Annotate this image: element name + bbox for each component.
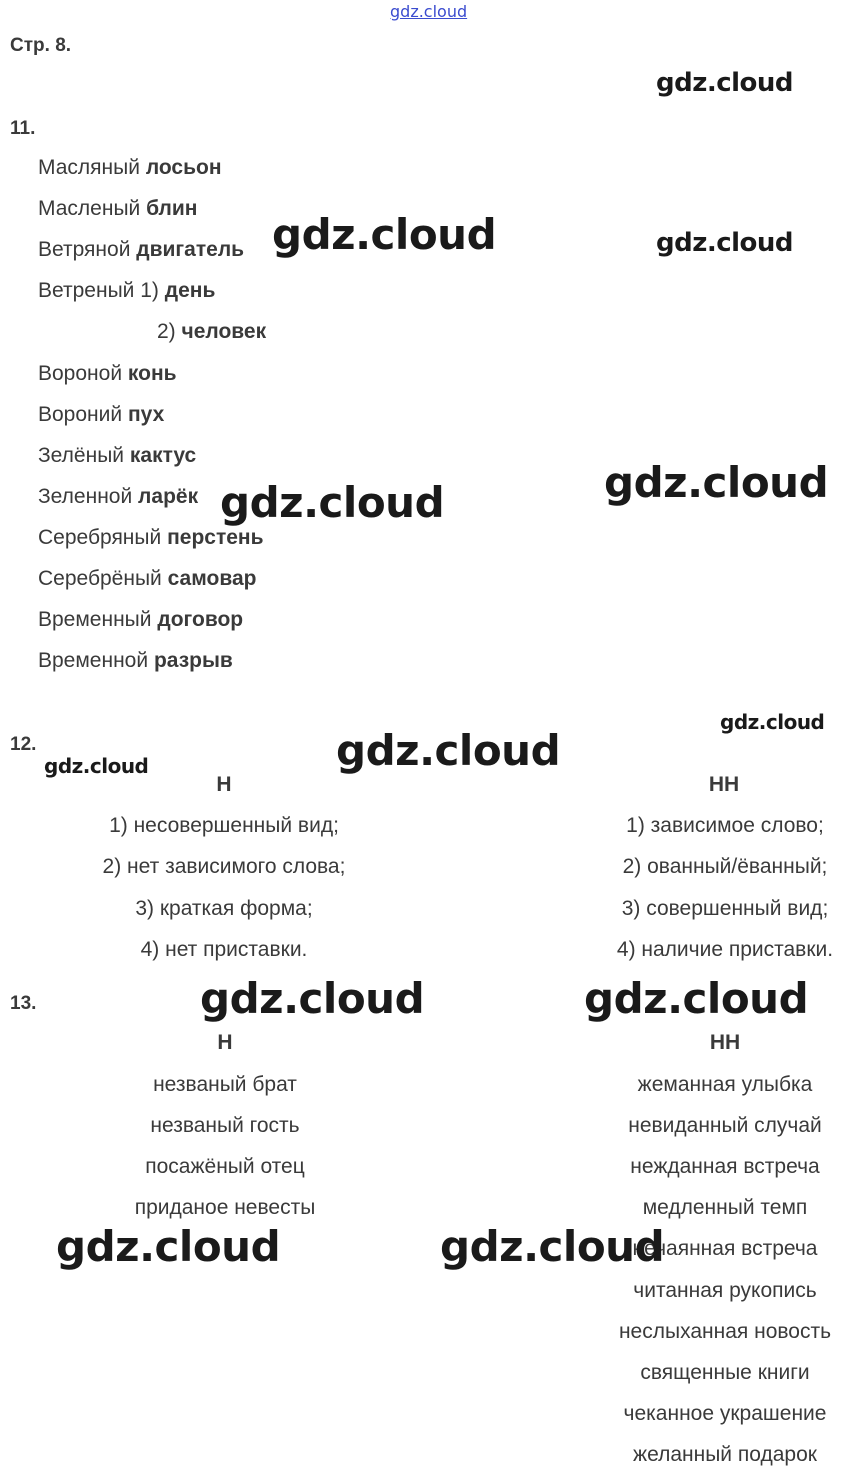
ex13-nn-item: нежданная встреча xyxy=(630,1155,820,1179)
ex11-adjective: Серебряный xyxy=(38,525,162,549)
page-label: Стр. 8. xyxy=(10,35,72,56)
watermark: gdz.cloud xyxy=(44,754,149,778)
ex11-noun: день xyxy=(164,279,216,303)
ex11-row xyxy=(38,156,222,180)
ex11-row xyxy=(38,649,233,673)
ex13-header-n: Н xyxy=(217,1031,233,1054)
ex11-noun: пух xyxy=(127,402,165,426)
watermark: gdz.cloud xyxy=(720,710,825,734)
watermark: gdz.cloud xyxy=(440,1222,665,1271)
ex13-nn-item: жеманная улыбка xyxy=(637,1073,813,1096)
watermark: gdz.cloud xyxy=(220,478,445,527)
ex13-nn-item: желанный подарок xyxy=(633,1442,817,1466)
ex11-row xyxy=(38,485,198,509)
ex12-n-item: 3) краткая форма; xyxy=(135,896,313,920)
ex11-noun: перстень xyxy=(167,525,264,549)
ex11-noun: лосьон xyxy=(145,156,222,179)
watermark: gdz.cloud xyxy=(656,228,794,258)
ex12-n-item: 4) нет приставки. xyxy=(140,937,308,961)
ex11-adjective: Зелёный xyxy=(38,443,125,467)
ex12-nn-item: 1) зависимое слово; xyxy=(626,814,824,837)
ex11-noun: человек xyxy=(181,320,267,344)
ex11-row xyxy=(38,238,244,262)
ex11-noun: разрыв xyxy=(153,649,233,673)
ex11-adjective: Вороной xyxy=(38,361,123,385)
ex11-noun: договор xyxy=(157,608,244,632)
ex12-n-item: 1) несовершенный вид; xyxy=(109,814,339,837)
exercise-12-number: 12. xyxy=(10,734,37,755)
ex11-adjective: 2) xyxy=(157,320,176,344)
watermark: gdz.cloud xyxy=(336,726,561,775)
ex11-noun: самовар xyxy=(167,567,257,590)
ex12-n-item: 2) нет зависимого слова; xyxy=(102,855,346,879)
ex13-nn-item: неслыханная новость xyxy=(618,1319,832,1343)
ex13-header-nn: НН xyxy=(709,1031,741,1054)
ex13-n-item: незваный брат xyxy=(153,1073,297,1096)
ex11-row xyxy=(38,444,196,468)
ex11-row xyxy=(38,197,198,221)
ex12-nn-item: 2) ованный/ёванный; xyxy=(622,855,828,879)
watermark-top[interactable]: gdz.cloud xyxy=(390,2,468,21)
watermark: gdz.cloud xyxy=(200,974,425,1023)
ex13-nn-item: священные книги xyxy=(640,1360,810,1384)
watermark: gdz.cloud xyxy=(584,974,809,1023)
ex11-adjective: Зеленной xyxy=(38,484,133,508)
watermark: gdz.cloud xyxy=(604,458,829,507)
ex11-row xyxy=(38,403,164,427)
ex12-nn-item: 4) наличие приставки. xyxy=(616,937,834,961)
ex11-noun: двигатель xyxy=(136,238,245,262)
ex13-nn-item: читанная рукопись xyxy=(633,1278,817,1302)
ex13-n-item: незваный гость xyxy=(150,1114,300,1138)
watermark: gdz.cloud xyxy=(272,210,497,259)
exercise-13-number: 13. xyxy=(10,993,37,1014)
ex13-n-item: приданое невесты xyxy=(134,1196,316,1220)
ex11-adjective: Временной xyxy=(38,649,149,673)
ex13-nn-item: чеканное украшение xyxy=(623,1401,827,1425)
ex11-adjective: Ветреный 1) xyxy=(38,279,159,303)
ex11-adjective: Масляный xyxy=(38,156,140,179)
ex11-row xyxy=(38,362,177,386)
ex11-adjective: Временный xyxy=(38,608,152,632)
ex11-noun: конь xyxy=(127,361,177,385)
ex13-nn-item: медленный темп xyxy=(642,1196,808,1220)
ex11-noun: кактус xyxy=(129,443,197,467)
ex11-row xyxy=(38,567,256,591)
exercise-11-number: 11. xyxy=(10,118,36,139)
ex11-noun: блин xyxy=(146,197,198,221)
ex13-n-item: посажёный отец xyxy=(145,1155,305,1179)
ex11-adjective: Ветряной xyxy=(38,238,131,262)
watermark: gdz.cloud xyxy=(656,68,794,98)
ex11-row xyxy=(157,320,266,344)
ex11-adjective: Масленый xyxy=(38,197,141,221)
ex13-nn-item: невиданный случай xyxy=(628,1114,822,1138)
ex12-header-n: Н xyxy=(216,773,232,796)
ex13-nn-item: нечаянная встреча xyxy=(632,1237,818,1261)
ex11-noun: ларёк xyxy=(138,484,199,508)
ex11-row xyxy=(38,279,215,303)
ex12-nn-item: 3) совершенный вид; xyxy=(621,896,829,920)
ex11-row xyxy=(38,526,264,550)
ex12-header-nn: НН xyxy=(708,773,740,796)
ex11-row xyxy=(38,608,243,632)
ex11-adjective: Вороний xyxy=(38,402,123,426)
ex11-adjective: Серебрёный xyxy=(38,567,162,590)
watermark: gdz.cloud xyxy=(56,1222,281,1271)
